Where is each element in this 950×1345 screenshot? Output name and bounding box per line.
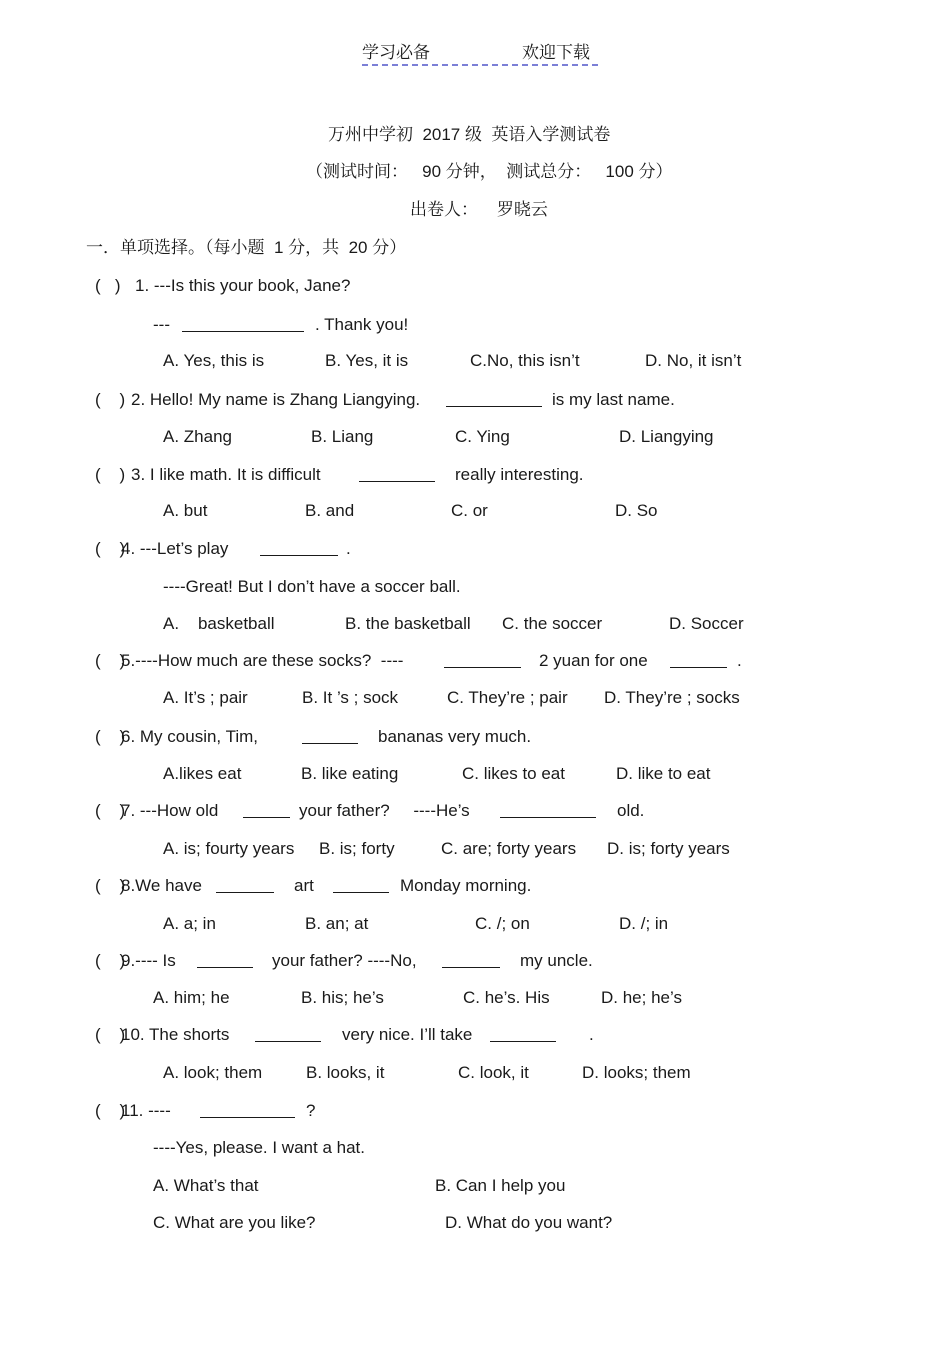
option-c: C. Ying [455, 427, 510, 446]
question-stem: 2. Hello! My name is Zhang Liangying. [131, 390, 421, 409]
answer-blank [302, 743, 358, 744]
option-b: B. and [305, 501, 355, 520]
option-a: A. What’s that [153, 1176, 259, 1195]
option-b: B. his; he’s [301, 988, 384, 1007]
exam-author: 出卷人： 罗晓云 [410, 200, 548, 219]
answer-paren: ( ) [95, 951, 126, 970]
question-stem-post: bananas very much. [378, 727, 532, 746]
answer-paren: ( ) [95, 276, 121, 295]
option-d: D. he; he’s [601, 988, 682, 1007]
question-stem-mid: 2 yuan for one [539, 651, 648, 670]
option-a: A. basketball [163, 614, 275, 633]
option-d: D. like to eat [616, 764, 711, 783]
answer-blank [444, 667, 521, 668]
option-d: D. looks; them [582, 1063, 691, 1082]
question-stem-post: really interesting. [455, 465, 584, 484]
question-stem: 3. I like math. It is difficult [131, 465, 321, 484]
header-left: 学习必备 [362, 43, 430, 63]
question-stem-post: my uncle. [520, 951, 593, 970]
option-b: B. It ’s ; sock [302, 688, 399, 707]
answer-blank [490, 1041, 556, 1042]
question-stem-post: is my last name. [552, 390, 675, 409]
option-c: C. look, it [458, 1063, 529, 1082]
section-heading: 一．单项选择。（每小题 1 分，共 20 分） [86, 238, 407, 257]
option-d: D. Liangying [619, 427, 714, 446]
question-stem-post: . [346, 539, 351, 558]
answer-paren: ( ) [95, 465, 126, 484]
question-stem-mid: very nice. I’ll take [342, 1025, 473, 1044]
answer-paren: ( ) [95, 727, 126, 746]
question-stem-post: ? [306, 1101, 316, 1120]
answer-paren: ( ) [95, 539, 126, 558]
question-stem-mid: art [294, 876, 314, 895]
option-b: B. looks, it [306, 1063, 385, 1082]
option-b: B. Can I help you [435, 1176, 566, 1195]
answer-blank [670, 667, 727, 668]
question-stem: 5.----How much are these socks? ---- [121, 651, 404, 670]
option-b: B. an; at [305, 914, 369, 933]
option-b: B. like eating [301, 764, 399, 783]
answer-blank [255, 1041, 321, 1042]
option-c: C.No, this isn’t [470, 351, 580, 370]
option-c: C. What are you like? [153, 1213, 316, 1232]
header-right: 欢迎下载 [522, 43, 590, 63]
question-stem: 7. ---How old [121, 801, 219, 820]
exam-title: 万州中学初 2017 级 英语入学测试卷 [328, 125, 611, 144]
question-line2: ----Yes, please. I want a hat. [153, 1138, 365, 1157]
option-b: B. is; forty [319, 839, 395, 858]
question-stem-post: . [737, 651, 742, 670]
option-c: C. he’s. His [463, 988, 550, 1007]
option-a: A. Zhang [163, 427, 232, 446]
answer-paren: ( ) [95, 1101, 126, 1120]
option-b: B. Liang [311, 427, 374, 446]
option-a: A. look; them [163, 1063, 263, 1082]
question-line2: ----Great! But I don’t have a soccer ball. [163, 577, 461, 596]
answer-paren: ( ) [95, 1025, 126, 1044]
question-stem-mid: your father? ----He’s [299, 801, 470, 820]
question-stem: 4. ---Let’s play [121, 539, 229, 558]
answer-blank [359, 481, 435, 482]
option-d: D. What do you want? [445, 1213, 613, 1232]
option-d: D. No, it isn’t [645, 351, 742, 370]
answer-blank [446, 406, 542, 407]
option-c: C. or [451, 501, 488, 520]
option-a: A. Yes, this is [163, 351, 265, 370]
option-c: C. They’re ; pair [447, 688, 568, 707]
option-a: A.likes eat [163, 764, 242, 783]
answer-paren: ( ) [95, 876, 126, 895]
answer-blank [243, 817, 290, 818]
option-d: D. is; forty years [607, 839, 730, 858]
question-stem-post: Monday morning. [400, 876, 532, 895]
question-stem: 10. The shorts [121, 1025, 230, 1044]
question-stem-post: . [589, 1025, 594, 1044]
question-line2-post: . Thank you! [315, 315, 409, 334]
option-d: D. Soccer [669, 614, 744, 633]
question-stem-post: old. [617, 801, 645, 820]
option-c: C. /; on [475, 914, 530, 933]
question-stem: 9.---- Is [121, 951, 176, 970]
answer-paren: ( ) [95, 801, 126, 820]
option-c: C. are; forty years [441, 839, 577, 858]
option-a: A. him; he [153, 988, 230, 1007]
option-a: A. is; fourty years [163, 839, 295, 858]
question-stem: 11. ---- [121, 1101, 171, 1120]
answer-blank [182, 331, 304, 332]
answer-blank [200, 1117, 295, 1118]
question-stem: 8.We have [121, 876, 202, 895]
question-line2: --- [153, 315, 170, 334]
answer-blank [333, 892, 389, 893]
answer-blank [260, 555, 338, 556]
question-stem: 6. My cousin, Tim, [121, 727, 258, 746]
option-b: B. the basketball [345, 614, 471, 633]
exam-info: （测试时间： 90 分钟， 测试总分： 100 分） [306, 162, 673, 181]
answer-blank [197, 967, 253, 968]
option-b: B. Yes, it is [325, 351, 409, 370]
option-a: A. but [163, 501, 208, 520]
answer-paren: ( ) [95, 390, 126, 409]
option-a: A. a; in [163, 914, 216, 933]
answer-blank [216, 892, 274, 893]
question-stem: 1. ---Is this your book, Jane? [135, 276, 351, 295]
option-d: D. /; in [619, 914, 669, 933]
question-stem-mid: your father? ----No, [272, 951, 417, 970]
option-d: D. So [615, 501, 658, 520]
answer-paren: ( ) [95, 651, 126, 670]
option-c: C. the soccer [502, 614, 603, 633]
option-d: D. They’re ; socks [604, 688, 740, 707]
answer-blank [442, 967, 500, 968]
option-c: C. likes to eat [462, 764, 565, 783]
option-a: A. It’s ; pair [163, 688, 248, 707]
answer-blank [500, 817, 596, 818]
header-underline [362, 64, 598, 66]
